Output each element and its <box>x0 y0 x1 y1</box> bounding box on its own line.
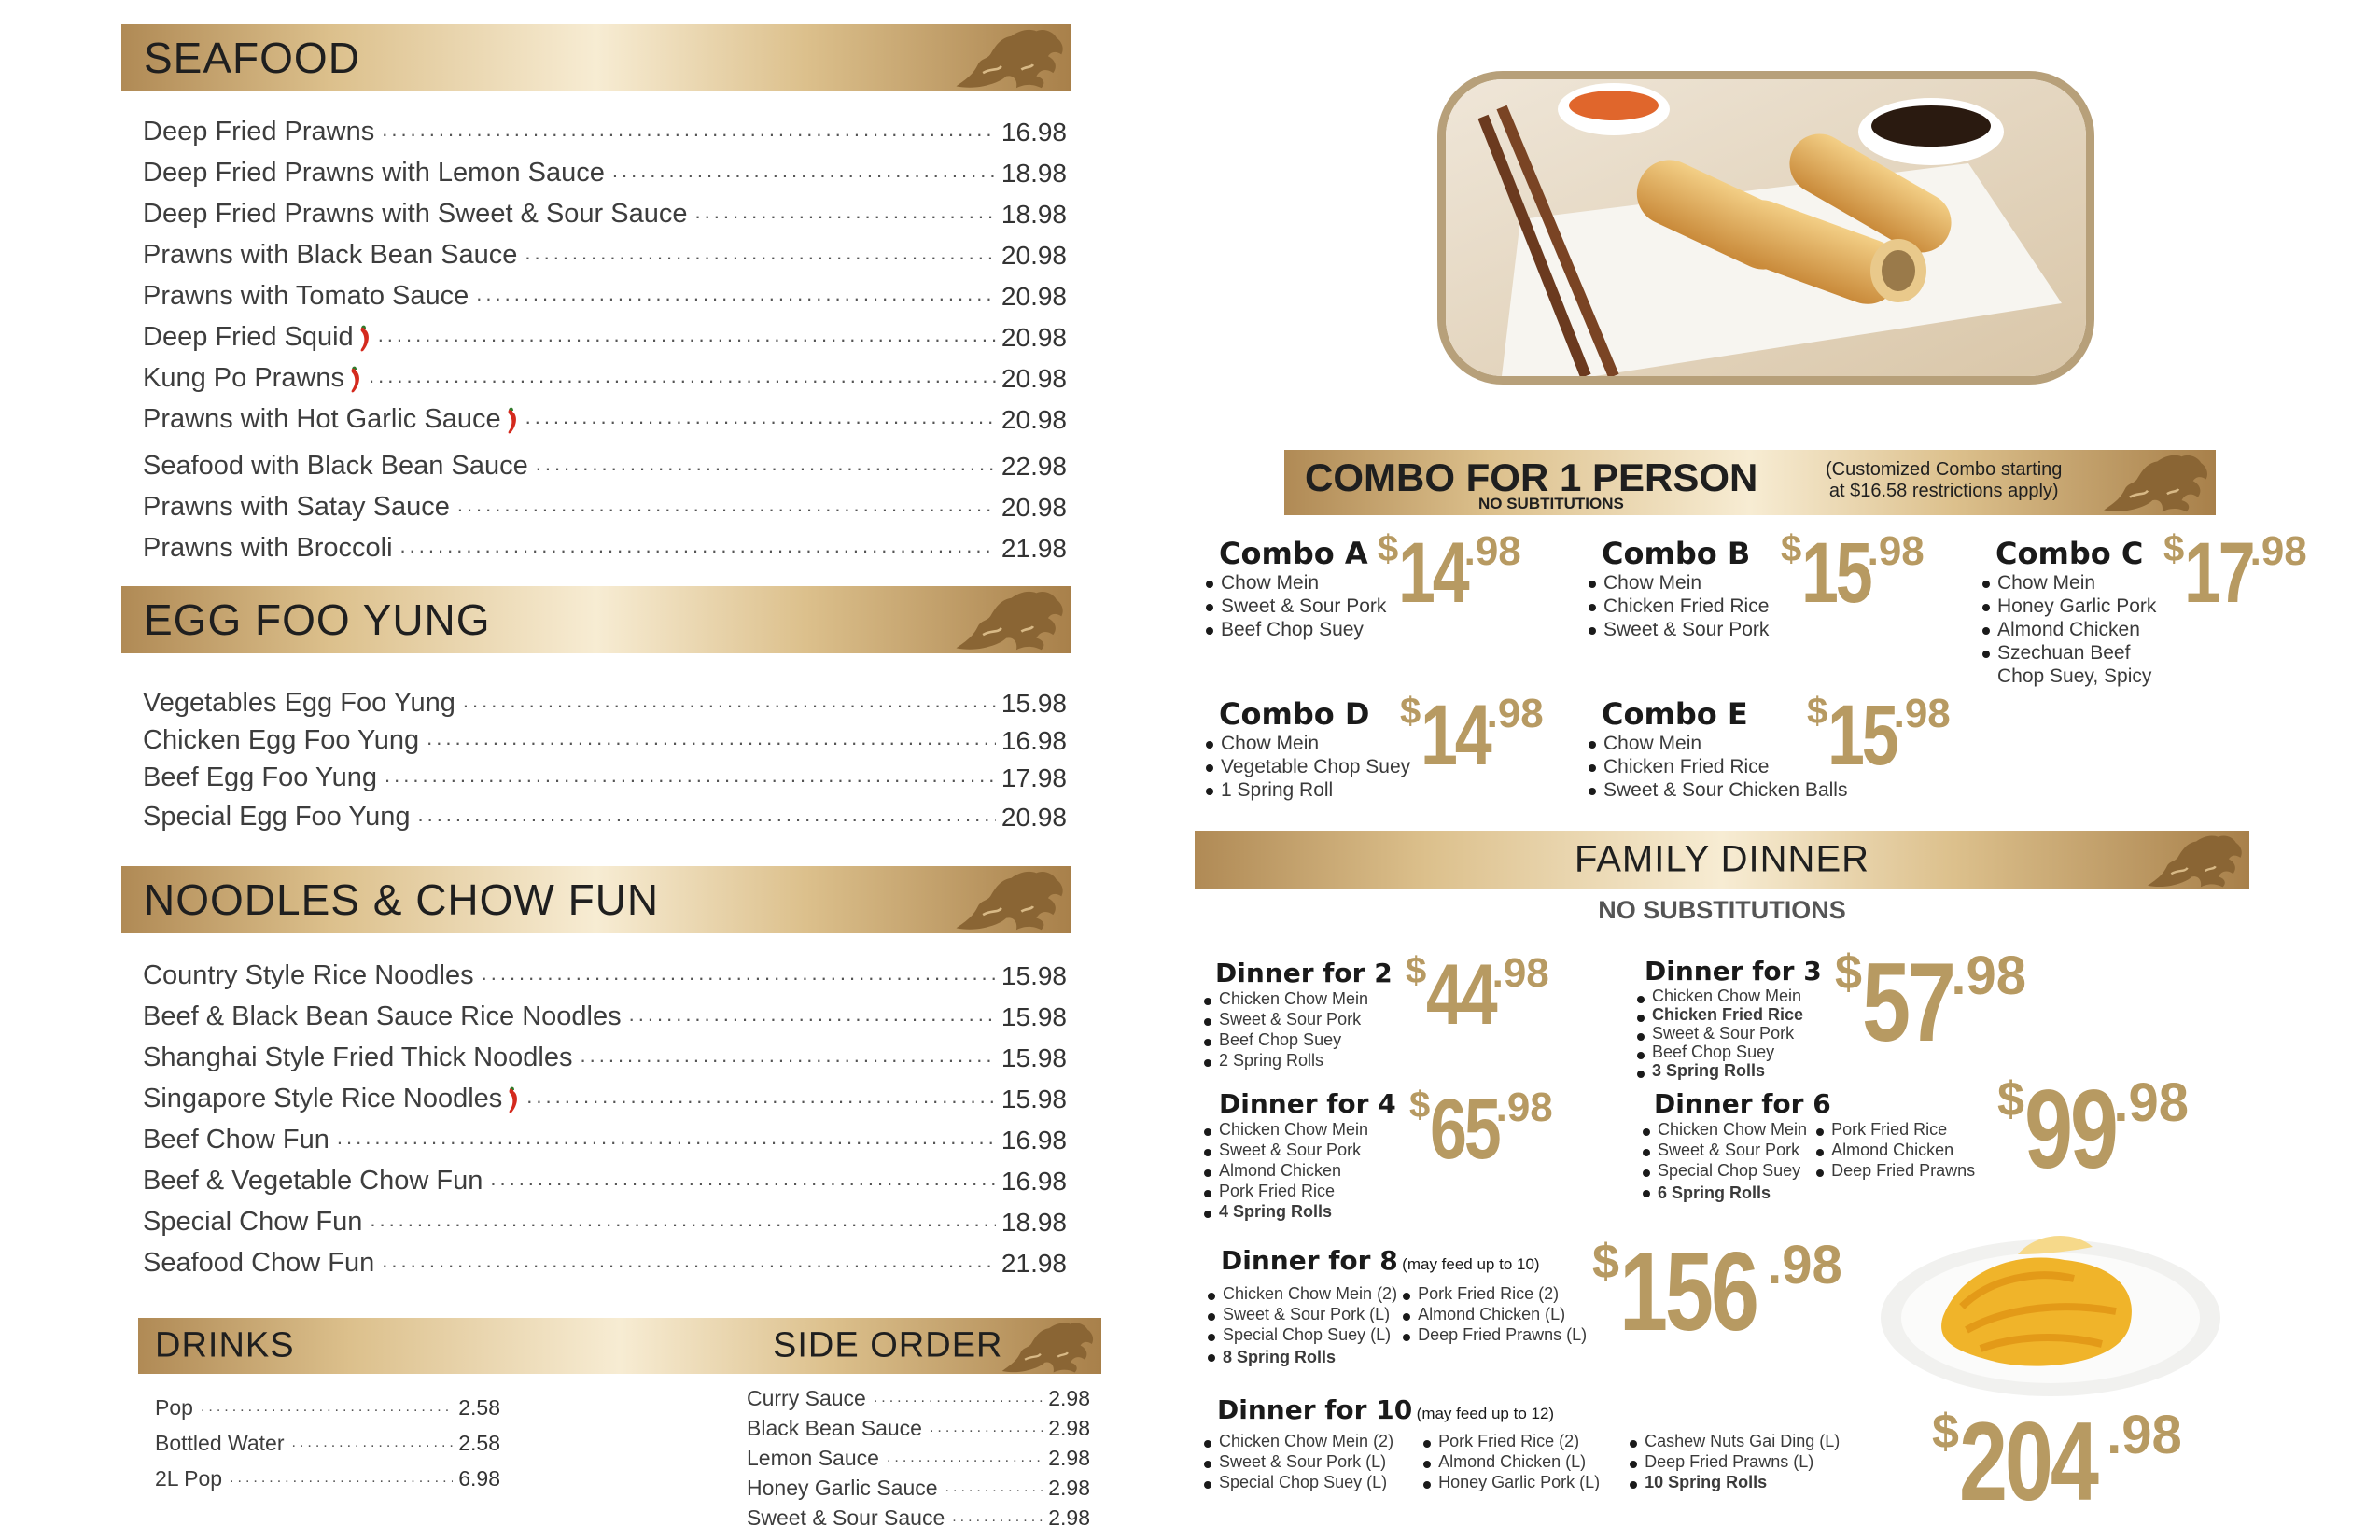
lemon-chicken-photo <box>1878 1213 2223 1400</box>
list-item: Seafood with Black Bean Sauce ..... 22.98 <box>143 435 1067 482</box>
list-item: Special Chow Fun ..... 18.98 <box>143 1197 1067 1238</box>
list-item: Prawns with Satay Sauce ..... 20.98 <box>143 482 1067 523</box>
family-dinner-header <box>1195 831 2249 889</box>
egg-foo-yung-header <box>121 586 1071 653</box>
section-title: NOODLES & CHOW FUN <box>144 875 660 924</box>
egg-foo-yung-list <box>143 679 1067 833</box>
combo-c: Combo C Chow Mein Honey Garlic Pork Almond Chicken Szechuan Beef Chop Suey, Spicy <box>1981 536 2156 688</box>
list-item: Beef Egg Foo Yung ..... 17.98 <box>143 756 1067 793</box>
list-item: Pop ..... 2.58 <box>155 1385 500 1421</box>
chili-pepper-icon <box>505 407 518 435</box>
dinner-for-2: Dinner for 2 Chicken Chow Mein Sweet & Sour Pork Beef Chop Suey 2 Spring Rolls <box>1202 958 1393 1071</box>
dinner-for-10: Dinner for 10 (may feed up to 12) Chicken Chow Mein (2) Sweet & Sour Pork (L) Special Chop Suey (L) Pork Fried Rice (2) Almond Chicken (L) Honey Garlic Pork (L) Cashew Nuts Gai Ding (L) Deep Fried Prawns (L) 10 Spring Rolls <box>1202 1394 1840 1492</box>
list-item: Lemon Sauce ..... 2.98 <box>747 1441 1090 1471</box>
combo-header <box>1284 450 2216 515</box>
list-item: Prawns with Black Bean Sauce ..... 20.98 <box>143 230 1067 271</box>
combo-a-price: $14.98 <box>1378 525 1521 621</box>
combo-d-price: $14.98 <box>1400 688 1544 783</box>
list-item: Shanghai Style Fried Thick Noodles ..... 15.98 <box>143 1032 1067 1073</box>
drinks-side-header <box>138 1318 1101 1374</box>
list-item: Deep Fried Prawns ..... 16.98 <box>143 106 1067 147</box>
drinks-list <box>155 1385 500 1491</box>
dinner-for-8: Dinner for 8 (may feed up to 10) Chicken Chow Mein (2) Sweet & Sour Pork (L) Special Chop Suey (L) 8 Spring Rolls Pork Fried Rice (2) Almond Chicken (L) Deep Fried Prawns (L) <box>1206 1245 1587 1369</box>
combo-note: (Customized Combo starting at $16.58 restrictions apply) <box>1826 459 2063 501</box>
combo-c-price: $17.98 <box>2163 525 2307 621</box>
combo-b-price: $15.98 <box>1781 525 1925 621</box>
list-item: Kung Po Prawns ..... 20.98 <box>143 353 1067 394</box>
list-item: Chicken Egg Foo Yung ..... 16.98 <box>143 719 1067 756</box>
list-item: Special Egg Foo Yung ..... 20.98 <box>143 793 1067 833</box>
list-item: Prawns with Broccoli ..... 21.98 <box>143 523 1067 564</box>
list-item: Deep Fried Squid ..... 20.98 <box>143 312 1067 353</box>
dragon-emblem-icon <box>948 588 1068 651</box>
dinner-for-4-price: $65.98 <box>1409 1082 1553 1177</box>
seafood-header <box>121 24 1071 91</box>
section-title: SEAFOOD <box>144 34 360 82</box>
list-item: Country Style Rice Noodles ..... 15.98 <box>143 950 1067 991</box>
list-item: Singapore Style Rice Noodles ..... 15.98 <box>143 1073 1067 1114</box>
dragon-emblem-icon <box>948 26 1068 90</box>
noodles-list <box>143 950 1067 1279</box>
chili-pepper-icon <box>357 325 371 353</box>
chili-pepper-icon <box>348 366 361 394</box>
dinner-for-2-price: $44.98 <box>1406 947 1549 1043</box>
noodles-header <box>121 866 1071 933</box>
list-item: Beef Chow Fun ..... 16.98 <box>143 1114 1067 1155</box>
family-title: FAMILY DINNER <box>1574 838 1870 880</box>
combo-d: Combo D Chow Mein Vegetable Chop Suey 1 Spring Roll <box>1204 696 1410 802</box>
list-item: Beef & Black Bean Sauce Rice Noodles ..... 15.98 <box>143 991 1067 1032</box>
list-item: Bottled Water ..... 2.58 <box>155 1421 500 1456</box>
spring-roll-photo <box>1437 71 2094 385</box>
list-item: Prawns with Tomato Sauce ..... 20.98 <box>143 271 1067 312</box>
dinner-for-4: Dinner for 4 Chicken Chow Mein Sweet & Sour Pork Almond Chicken Pork Fried Rice 4 Spring Rolls <box>1202 1088 1396 1222</box>
dragon-emblem-icon <box>948 868 1068 931</box>
dinner-for-3-price: $57.98 <box>1835 940 2027 1065</box>
list-item: Sweet & Sour Sauce ..... 2.98 <box>747 1501 1090 1531</box>
dinner-for-6: Dinner for 6 Chicken Chow Mein Sweet & Sour Pork Special Chop Suey 6 Spring Rolls Pork Fried Rice Almond Chicken Deep Fried Prawns <box>1641 1088 1975 1205</box>
list-item: Deep Fried Prawns with Lemon Sauce ..... 18.98 <box>143 147 1067 189</box>
list-item: 2L Pop ..... 6.98 <box>155 1456 500 1491</box>
list-item: Curry Sauce ..... 2.98 <box>747 1381 1090 1411</box>
side-order-list <box>747 1381 1090 1531</box>
dragon-emblem-icon <box>2096 452 2212 513</box>
combo-e-price: $15.98 <box>1807 688 1951 783</box>
chili-pepper-icon <box>506 1086 519 1114</box>
drinks-title: DRINKS <box>155 1325 295 1365</box>
combo-a: Combo A Chow Mein Sweet & Sour Pork Beef Chop Suey <box>1204 536 1386 641</box>
spring-roll-illustration <box>1446 79 2086 376</box>
dragon-emblem-icon <box>995 1320 1098 1374</box>
combo-subtitle: NO SUBTITUTIONS <box>1478 495 1624 512</box>
combo-title: COMBO FOR 1 PERSON <box>1305 455 1758 499</box>
combo-b: Combo B Chow Mein Chicken Fried Rice Sweet & Sour Pork <box>1587 536 1769 641</box>
list-item: Seafood Chow Fun ..... 21.98 <box>143 1238 1067 1279</box>
dinner-for-8-price: $156 .98 <box>1592 1229 1842 1354</box>
list-item: Beef & Vegetable Chow Fun ..... 16.98 <box>143 1155 1067 1197</box>
list-item: Honey Garlic Sauce ..... 2.98 <box>747 1471 1090 1501</box>
section-title: EGG FOO YUNG <box>144 595 491 644</box>
dragon-emblem-icon <box>2141 833 2246 889</box>
list-item: Vegetables Egg Foo Yung ..... 15.98 <box>143 679 1067 719</box>
seafood-list <box>143 106 1067 564</box>
combo-e: Combo E Chow Mein Chicken Fried Rice Sweet & Sour Chicken Balls <box>1587 696 1847 802</box>
list-item: Black Bean Sauce ..... 2.98 <box>747 1411 1090 1441</box>
side-order-title: SIDE ORDER <box>773 1325 1003 1365</box>
lemon-chicken-illustration <box>1878 1213 2223 1400</box>
family-subtitle: NO SUBSTITUTIONS <box>1598 896 1846 924</box>
list-item: Deep Fried Prawns with Sweet & Sour Sauce ..... 18.98 <box>143 189 1067 230</box>
dinner-for-3: Dinner for 3 Chicken Chow Mein Chicken Fried Rice Sweet & Sour Pork Beef Chop Suey 3 Spring Rolls <box>1635 956 1822 1080</box>
list-item: Prawns with Hot Garlic Sauce ..... 20.98 <box>143 394 1067 435</box>
dinner-for-6-price: $99.98 <box>1997 1067 2190 1192</box>
dinner-for-10-price: $204 .98 <box>1932 1399 2182 1524</box>
